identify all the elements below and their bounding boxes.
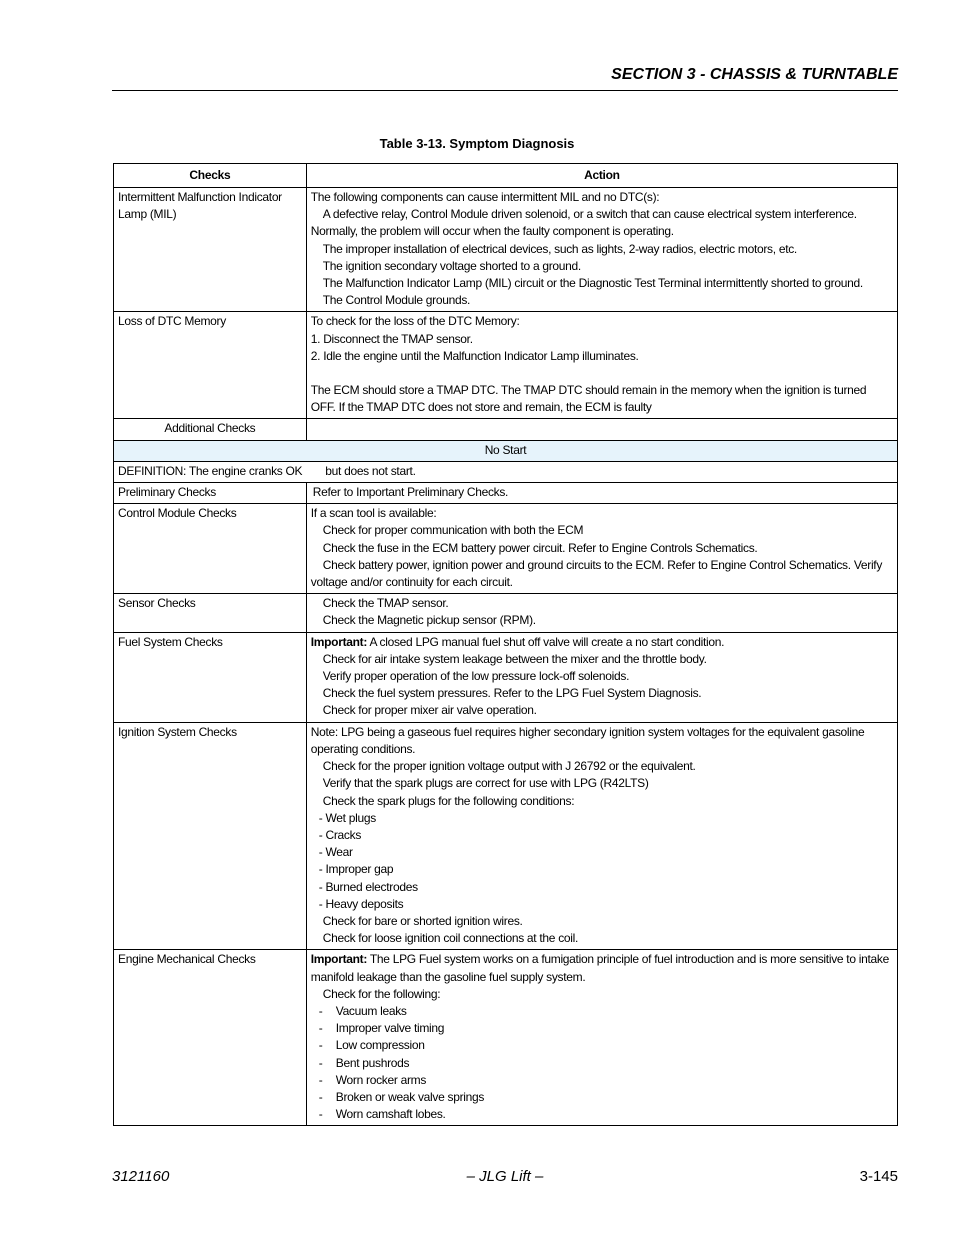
action-line (311, 634, 893, 651)
table-row-ignition-system (114, 722, 898, 950)
action-line: If a scan tool is available: (310, 506, 437, 521)
action-line: - Cracks (318, 827, 362, 842)
action-line: Check battery power, ignition power and ground circuits to the ECM. Refer to Engine Control Schematics. Verify voltage and/or continuity for each circuit. (310, 557, 883, 590)
check-cell: Loss of DTC Memory (114, 312, 307, 419)
action-line: Check for the proper ignition voltage output with J 26792 or the equivalent. (322, 759, 696, 774)
no-start-heading: No Start (114, 440, 898, 461)
action-cell (306, 504, 897, 594)
document-number: 3121160 (112, 1168, 170, 1185)
action-line: Check the TMAP sensor. (322, 596, 449, 611)
table-row-control-module (114, 504, 898, 594)
action-line: Verify proper operation of the low pressure lock-off solenoids. (322, 669, 630, 684)
action-cell (306, 632, 897, 722)
check-cell: Ignition System Checks (114, 722, 307, 950)
table-row-mil (114, 188, 898, 312)
list-item-text: Worn camshaft lobes. (335, 1107, 446, 1122)
action-line: Check for loose ignition coil connections at the coil. (322, 931, 579, 946)
check-cell: Fuel System Checks (114, 632, 307, 722)
action-line: - Heavy deposits (318, 896, 404, 911)
table-row-engine-mechanical (114, 950, 898, 1126)
footer-brand: – JLG Lift – (466, 1168, 544, 1185)
action-line: A defective relay, Control Module driven solenoid, or a switch that can cause electrical system interference. Normally, the problem will occur when the faulty component is operating. (310, 207, 857, 239)
list-item (311, 1003, 893, 1020)
table-row-fuel-system (114, 632, 898, 722)
list-item-text: Vacuum leaks (335, 1003, 407, 1018)
action-line: - Wet plugs (318, 810, 376, 825)
list-item-text: Worn rocker arms (335, 1072, 427, 1087)
action-line: The improper installation of electrical devices, such as lights, 2-way radios, electric motors, etc. (322, 241, 797, 256)
action-line: 2. Idle the engine until the Malfunction Indicator Lamp illuminates. (310, 348, 639, 363)
blank-line (311, 365, 893, 382)
action-line: Check for proper communication with both the ECM (322, 523, 584, 538)
table-title: Table 3-13. Symptom Diagnosis (379, 136, 575, 151)
page-number: 3-145 (859, 1168, 898, 1185)
dash-bullet: - (318, 1107, 323, 1122)
action-line: The following components can cause intermittent MIL and no DTC(s): (310, 190, 660, 204)
check-cell: Intermittent Malfunction Indicator Lamp (MIL) (114, 188, 307, 312)
action-line: The Control Module grounds. (322, 293, 471, 308)
action-line: Check the Magnetic pickup sensor (RPM). (322, 613, 536, 628)
action-line: To check for the loss of the DTC Memory: (310, 314, 520, 329)
list-item (311, 1106, 893, 1123)
list-item-text: Bent pushrods (335, 1055, 410, 1070)
table-row-preliminary (114, 483, 898, 504)
action-column-header: Action (306, 164, 897, 188)
dash-bullet: - (318, 1089, 323, 1104)
action-cell (306, 188, 897, 312)
dash-bullet: - (318, 1003, 323, 1018)
table-row-definition (114, 461, 898, 482)
dash-bullet: - (318, 1038, 323, 1053)
action-line: Check the spark plugs for the following conditions: (322, 793, 575, 808)
action-line (311, 951, 893, 985)
empty-cell (306, 419, 897, 440)
dash-bullet: - (318, 1021, 323, 1036)
table-row-additional-checks (114, 419, 898, 440)
check-cell: Preliminary Checks (114, 483, 307, 504)
action-line: Check the fuse in the ECM battery power circuit. Refer to Engine Controls Schematics. (322, 540, 758, 555)
dash-bullet: - (318, 1072, 323, 1087)
list-item (311, 1020, 893, 1037)
action-cell: Refer to Important Preliminary Checks. (306, 483, 897, 504)
important-label: Important: (310, 634, 368, 649)
symptom-diagnosis-table (113, 163, 898, 1126)
important-text: The LPG Fuel system works on a fumigation principle of fuel introduction and is more sensitive to intake manifold leakage than the gasoline fuel supply system. (310, 952, 889, 984)
checks-column-header: Checks (114, 164, 307, 188)
action-line: Note: LPG being a gaseous fuel requires higher secondary ignition system voltages for the equivalent gasoline operating conditions. (310, 724, 865, 756)
check-cell: Control Module Checks (114, 504, 307, 594)
action-line: Check for air intake system leakage between the mixer and the throttle body. (322, 651, 707, 666)
action-line: Check for proper mixer air valve operation. (322, 703, 537, 718)
action-cell (306, 312, 897, 419)
action-line: The Malfunction Indicator Lamp (MIL) circuit or the Diagnostic Test Terminal intermittently shorted to ground. (322, 276, 863, 291)
table-header-row (114, 164, 898, 188)
action-line: 1. Disconnect the TMAP sensor. (310, 331, 473, 346)
action-line: Check for the following: (322, 986, 441, 1001)
list-item (311, 1037, 893, 1054)
check-cell: Engine Mechanical Checks (114, 950, 307, 1126)
action-cell (306, 722, 897, 950)
list-item (311, 1072, 893, 1089)
action-cell (306, 950, 897, 1126)
action-line: - Wear (318, 845, 353, 860)
page-footer (112, 1168, 898, 1188)
action-line: Check for bare or shorted ignition wires. (322, 913, 523, 928)
definition-text: but does not start. (306, 461, 897, 482)
action-line: The ignition secondary voltage shorted to a ground. (322, 258, 581, 273)
table-row-no-start (114, 440, 898, 461)
dash-bullet: - (318, 1055, 323, 1070)
definition-label: DEFINITION: The engine cranks OK (114, 461, 307, 482)
section-title: SECTION 3 - CHASSIS & TURNTABLE (611, 66, 898, 83)
action-cell (306, 594, 897, 632)
list-item-text: Improper valve timing (335, 1021, 445, 1036)
action-line: Verify that the spark plugs are correct for use with LPG (R42LTS) (322, 776, 649, 791)
list-item-text: Broken or weak valve springs (335, 1089, 485, 1104)
list-item (311, 1089, 893, 1106)
additional-checks-label: Additional Checks (114, 419, 307, 440)
list-item-text: Low compression (335, 1038, 425, 1053)
action-line: Check the fuel system pressures. Refer to the LPG Fuel System Diagnosis. (322, 686, 702, 701)
action-line: - Burned electrodes (318, 879, 418, 894)
page-header (112, 64, 898, 91)
important-text: A closed LPG manual fuel shut off valve will create a no start condition. (369, 634, 725, 649)
check-cell: Sensor Checks (114, 594, 307, 632)
action-line: The ECM should store a TMAP DTC. The TMAP DTC should remain in the memory when the ignition is turned OFF. If the TMAP DTC does not store and remain, the ECM is faulty (310, 383, 867, 415)
list-item (311, 1055, 893, 1072)
action-line: - Improper gap (318, 862, 394, 877)
table-row-sensor (114, 594, 898, 632)
important-label: Important: (310, 952, 368, 967)
table-row-dtc-memory (114, 312, 898, 419)
